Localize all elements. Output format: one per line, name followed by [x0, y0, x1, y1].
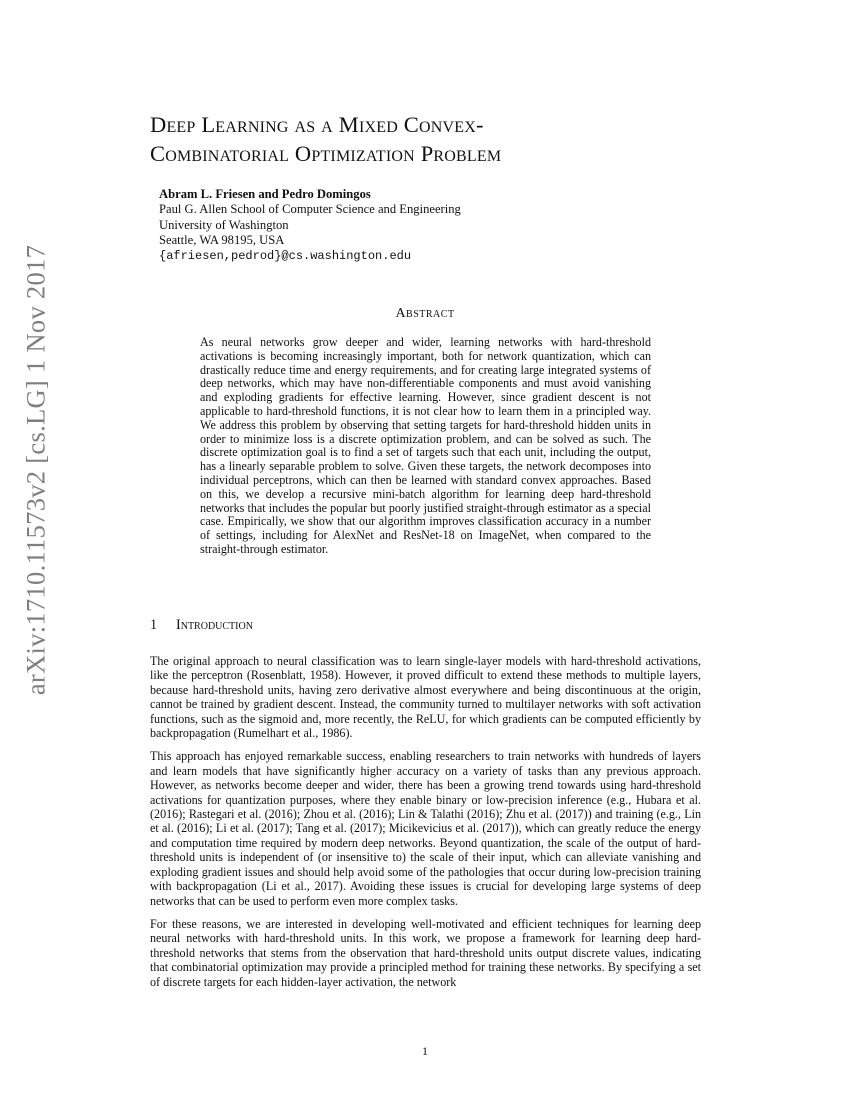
author-names: Abram L. Friesen and Pedro Domingos	[159, 187, 371, 201]
paper-title-line-1: Deep Learning as a Mixed Convex-	[150, 112, 484, 137]
paper-title-line-2: Combinatorial Optimization Problem	[150, 141, 502, 166]
paper-title	[150, 110, 710, 168]
section-title: Introduction	[176, 617, 253, 633]
author-email: {afriesen,pedrod}@cs.washington.edu	[159, 248, 412, 263]
introduction-body	[150, 654, 701, 998]
section-number: 1	[150, 617, 158, 633]
arxiv-stamp: arXiv:1710.11573v2 [cs.LG] 1 Nov 2017	[20, 244, 51, 696]
abstract-text: As neural networks grow deeper and wider, learning networks with hard-threshold activations is becoming increasingly important, both for network quantization, which can drastically reduce time and energy requirements, and for creating large integrated systems of deep networks, which may have non-differentiable components and must avoid vanishing and exploding gradients for effective learning. However, since gradient descent is not applicable to hard-threshold functions, it is not clear how to learn them in a principled way. We address this problem by observing that setting targets for hard-threshold hidden units in order to minimize loss is a discrete optimization problem, and can be solved as such. The discrete optimization goal is to find a set of targets such that each unit, including the output, has a linearly separable problem to solve. Given these targets, the network decomposes into individual perceptrons, which can then be learned with standard convex approaches. Based on this, we develop a recursive mini-batch algorithm for learning deep hard-threshold networks that includes the popular but poorly justified straight-through estimator as a special case. Empirically, we show that our algorithm improves classification accuracy in a number of settings, including for AlexNet and ResNet-18 on ImageNet, when compared to the straight-through estimator.	[200, 335, 651, 556]
paragraph: This approach has enjoyed remarkable success, enabling researchers to train networks with hundreds of layers and learn models that have significantly higher accuracy on a variety of tasks than any previous approach. However, as networks become deeper and wider, there has been a growing trend towards using hard-threshold activations for quantization purposes, where they enable binary or low-precision inference (e.g., Hubara et al. (2016); Rastegari et al. (2016); Zhou et al. (2016); Lin & Talathi (2016); Zhu et al. (2017)) and training (e.g., Lin et al. (2016); Li et al. (2017); Tang et al. (2017); Micikevicius et al. (2017)), which can greatly reduce the energy and computation time required by modern deep networks. Beyond quantization, the scale of the output of hard-threshold units is independent of (or insensitive to) the scale of their input, which can alleviate vanishing and exploding gradient issues and should help avoid some of the pathologies that occur during low-precision training with backpropagation (Li et al., 2017). Avoiding these issues is crucial for developing large systems of deep networks that can be used to perform even more complex tasks.	[150, 749, 701, 908]
abstract-heading: Abstract	[395, 306, 455, 321]
paragraph: The original approach to neural classification was to learn single-layer models with hard-threshold activations, like the perceptron (Rosenblatt, 1958). However, it proved difficult to extend these methods to multiple layers, because hard-threshold units, having zero derivative almost everywhere and being discontinuous at the origin, cannot be trained by gradient descent. Instead, the community turned to multilayer networks with soft activation functions, such as the sigmoid and, more recently, the ReLU, for which gradients can be computed efficiently by backpropagation (Rumelhart et al., 1986).	[150, 654, 701, 741]
section-heading	[150, 617, 253, 634]
author-university: University of Washington	[159, 217, 289, 232]
paragraph: For these reasons, we are interested in developing well-motivated and efficient techniques for learning deep neural networks with hard-threshold units. In this work, we propose a framework for learning deep hard-threshold networks that stems from the observation that hard-threshold units output discrete values, indicating that combinatorial optimization may provide a principled method for training these networks. By specifying a set of discrete targets for each hidden-layer activation, the network	[150, 916, 701, 989]
author-affiliation: Paul G. Allen School of Computer Science and Engineering	[159, 202, 461, 217]
page-number: 1	[422, 1044, 428, 1058]
author-location: Seattle, WA 98195, USA	[159, 233, 285, 248]
author-block	[159, 187, 461, 264]
